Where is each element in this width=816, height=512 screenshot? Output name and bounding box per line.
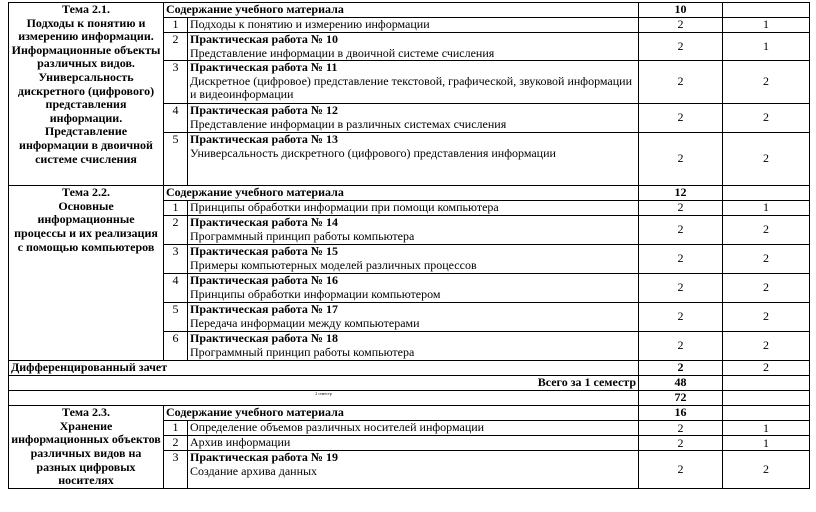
row-hours: 2	[639, 245, 723, 274]
row-number: 5	[164, 133, 188, 186]
row-level: 2	[723, 274, 810, 303]
credit-label: Дифференцированный зачет	[9, 361, 639, 376]
level-cell	[723, 391, 810, 406]
row-text: Передача информации между компьютерами	[190, 315, 420, 330]
semester2-label: 2 семестр	[9, 391, 639, 406]
level-cell	[723, 376, 810, 391]
row-content	[188, 451, 639, 488]
practical-title: Практическая работа № 18	[190, 331, 338, 346]
topic-description: Подходы к понятию и измерению информации. Информационные объекты различных видов. Универсальность дискретного (цифрового) представления информации. Представление информации в двоичной системе счисления	[11, 15, 161, 166]
row-content	[188, 33, 639, 61]
topic-title: Тема 2.2.	[62, 185, 110, 200]
practical-title: Практическая работа № 17	[190, 302, 338, 317]
row-level: 1	[723, 33, 810, 61]
row-level: 2	[723, 245, 810, 274]
row-level: 2	[723, 133, 810, 186]
practical-title: Практическая работа № 19	[190, 450, 338, 465]
practical-title: Практическая работа № 10	[190, 32, 338, 46]
topic-description: Хранение информационных объектов различных видов на разных цифровых носителях	[11, 418, 161, 488]
content-header: Содержание учебного материала	[164, 3, 639, 18]
practical-title: Практическая работа № 11	[190, 60, 338, 75]
row-content	[188, 216, 639, 245]
row-hours: 2	[639, 216, 723, 245]
content-hours: 10	[639, 3, 723, 18]
row-hours: 2	[639, 104, 723, 133]
credit-level: 2	[723, 361, 810, 376]
row-number: 3	[164, 245, 188, 274]
row-content	[188, 303, 639, 332]
row-hours: 2	[639, 133, 723, 186]
row-text: Подходы к понятию и измерению информации	[188, 18, 639, 33]
topic-cell	[9, 186, 164, 361]
row-level: 1	[723, 201, 810, 216]
credit-hours: 2	[639, 361, 723, 376]
row-level: 2	[723, 451, 810, 488]
semester-total-label: Всего за 1 семестр	[9, 376, 639, 391]
practical-title: Практическая работа № 12	[190, 103, 338, 118]
row-text: Представление информации в различных системах счисления	[190, 116, 507, 131]
topic-title: Тема 2.3.	[62, 405, 110, 420]
content-hours: 16	[639, 406, 723, 421]
practical-title: Практическая работа № 15	[190, 244, 338, 259]
row-content	[188, 104, 639, 133]
row-level: 1	[723, 18, 810, 33]
row-content	[188, 245, 639, 274]
row-text: Программный принцип работы компьютера	[190, 228, 415, 243]
row-hours: 2	[639, 61, 723, 104]
row-number: 2	[164, 33, 188, 61]
level-cell	[723, 406, 810, 421]
semester2-hours: 72	[639, 391, 723, 406]
row-text: Архив информации	[188, 436, 639, 451]
row-hours: 2	[639, 303, 723, 332]
row-text: Дискретное (цифровое) представление текстовой, графической, звуковой информации и видеоинформации	[190, 73, 632, 102]
row-level: 2	[723, 61, 810, 104]
topic-description: Основные информационные процессы и их реализация с помощью компьютеров	[14, 198, 158, 254]
row-number: 1	[164, 201, 188, 216]
row-number: 3	[164, 451, 188, 488]
row-content	[188, 133, 639, 186]
row-text: Представление информации в двоичной системе счисления	[190, 45, 495, 60]
row-text: Определение объемов различных носителей информации	[188, 421, 639, 436]
row-number: 2	[164, 436, 188, 451]
row-number: 4	[164, 274, 188, 303]
row-hours: 2	[639, 18, 723, 33]
row-hours: 2	[639, 451, 723, 488]
row-text: Принципы обработки информации компьютером	[190, 286, 441, 301]
row-hours: 2	[639, 436, 723, 451]
row-level: 1	[723, 421, 810, 436]
row-number: 1	[164, 18, 188, 33]
row-text: Универсальность дискретного (цифрового) представления информации	[190, 145, 556, 160]
row-hours: 2	[639, 274, 723, 303]
row-level: 1	[723, 436, 810, 451]
row-number: 2	[164, 216, 188, 245]
row-hours: 2	[639, 33, 723, 61]
row-number: 3	[164, 61, 188, 104]
level-cell	[723, 186, 810, 201]
practical-title: Практическая работа № 13	[190, 132, 338, 147]
row-text: Принципы обработки информации при помощи компьютера	[188, 201, 639, 216]
content-header: Содержание учебного материала	[164, 186, 639, 201]
practical-title: Практическая работа № 14	[190, 215, 338, 230]
row-level: 2	[723, 104, 810, 133]
topic-cell	[9, 3, 164, 186]
content-header: Содержание учебного материала	[164, 406, 639, 421]
practical-title: Практическая работа № 16	[190, 273, 338, 288]
row-number: 5	[164, 303, 188, 332]
row-level: 2	[723, 303, 810, 332]
level-cell	[723, 3, 810, 18]
row-hours: 2	[639, 201, 723, 216]
semester-total-hours: 48	[639, 376, 723, 391]
row-content	[188, 274, 639, 303]
row-hours: 2	[639, 421, 723, 436]
row-text: Программный принцип работы компьютера	[190, 344, 415, 359]
row-level: 2	[723, 216, 810, 245]
content-hours: 12	[639, 186, 723, 201]
row-level: 2	[723, 332, 810, 361]
row-text: Примеры компьютерных моделей различных процессов	[190, 257, 477, 272]
row-content	[188, 332, 639, 361]
row-content	[188, 61, 639, 104]
row-number: 4	[164, 104, 188, 133]
row-hours: 2	[639, 332, 723, 361]
topic-title: Тема 2.1.	[62, 2, 110, 16]
topic-cell	[9, 406, 164, 489]
row-text: Создание архива данных	[190, 464, 318, 479]
row-number: 1	[164, 421, 188, 436]
row-number: 6	[164, 332, 188, 361]
curriculum-table	[8, 2, 810, 489]
